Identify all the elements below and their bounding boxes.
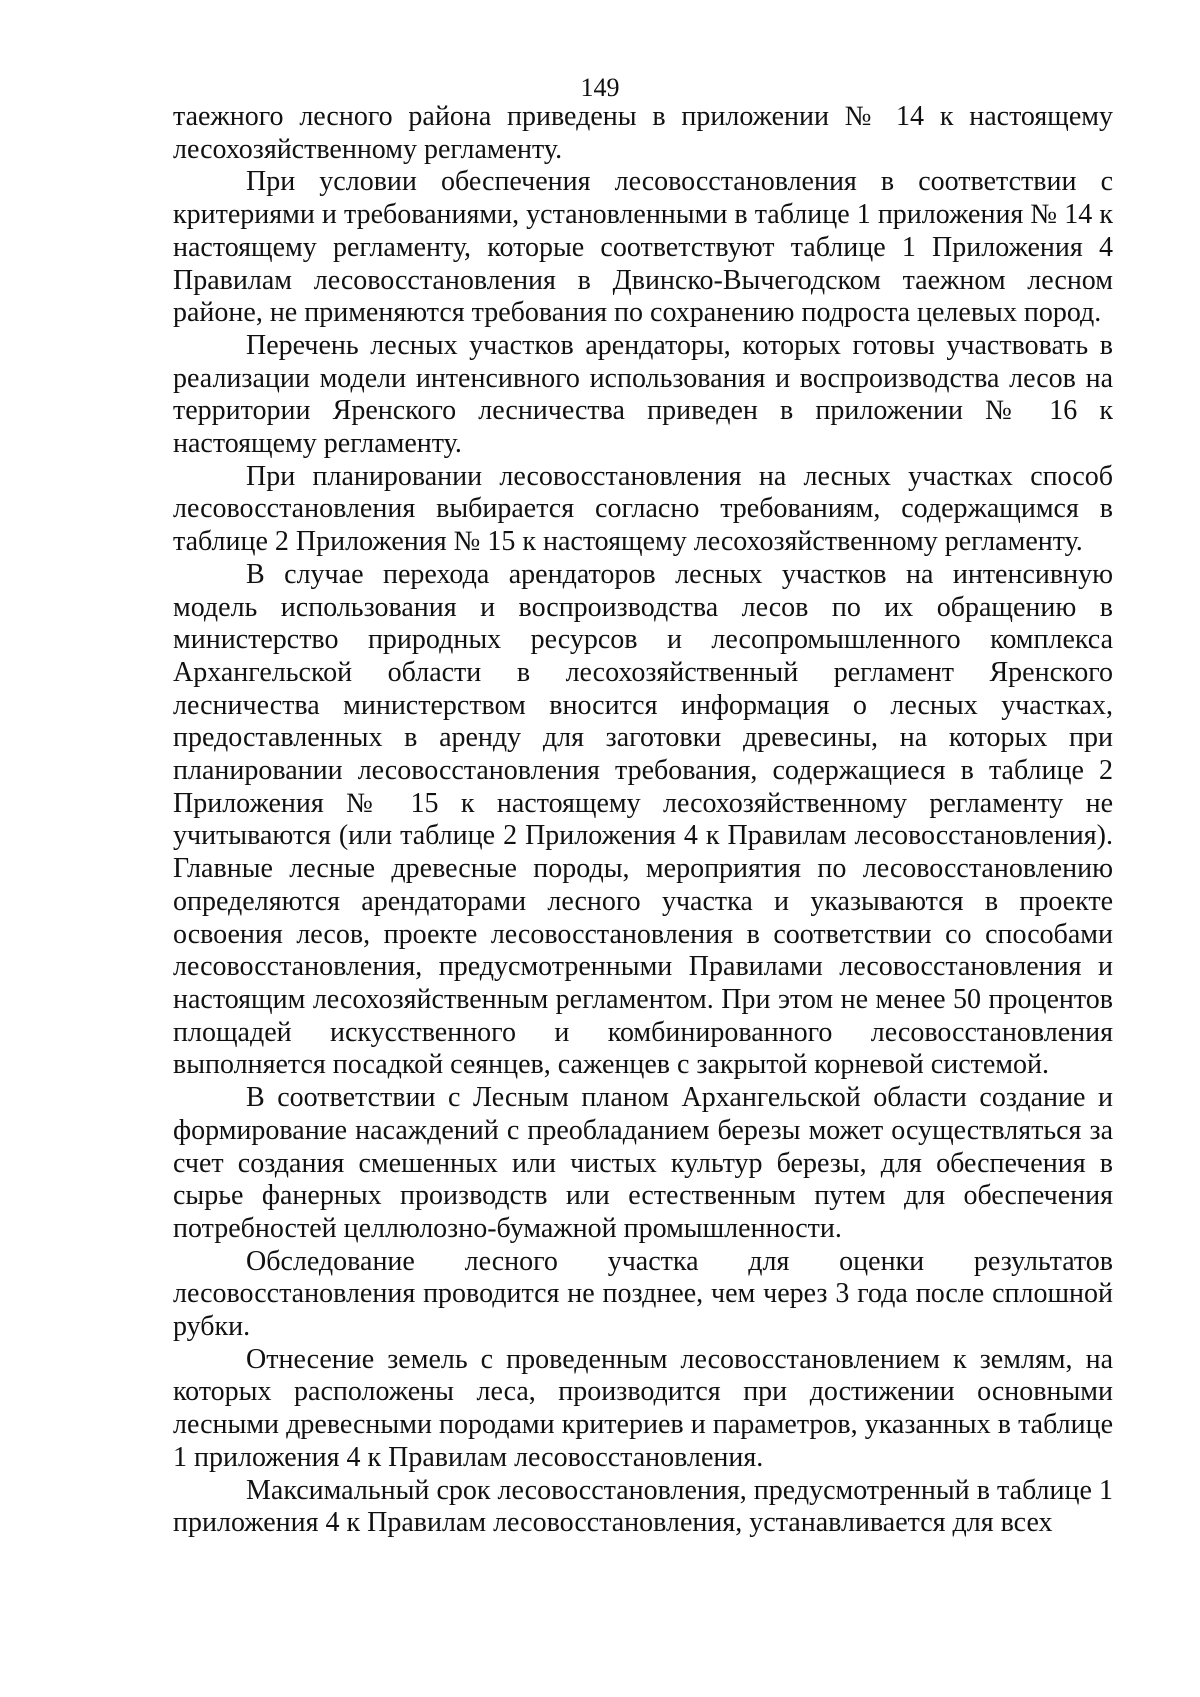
paragraph: Обследование лесного участка для оценки результатов лесовосстановления проводится не позднее, чем через 3 года после сплошной рубки. bbox=[173, 1245, 1113, 1343]
page-number: 149 bbox=[580, 73, 620, 102]
body-text bbox=[173, 101, 1113, 1540]
paragraph: Отнесение земель с проведенным лесовосстановлением к землям, на которых расположены леса, производится при достижении основными лесными древесными породами критериев и параметров, указанных в таблице 1 приложения 4 к Правилам лесовосстановления. bbox=[173, 1343, 1113, 1473]
paragraph: Максимальный срок лесовосстановления, предусмотренный в таблице 1 приложения 4 к Правилам лесовосстановления, устанавливается для всех bbox=[173, 1474, 1113, 1539]
paragraph: В случае перехода арендаторов лесных участков на интенсивную модель использования и воспроизводства лесов по их обращению в министерство природных ресурсов и лесопромышленного комплекса Архангельской области в лесохозяйственный регламент Яренского лесничества министерством вносится информация о лесных участках, предоставленных в аренду для заготовки древесины, на которых при планировании лесовосстановления требования, содержащиеся в таблице 2 Приложения № 15 к настоящему лесохозяйственному регламенту не учитываются (или таблице 2 Приложения 4 к Правилам лесовосстановления). Главные лесные древесные породы, мероприятия по лесовосстановлению определяются арендаторами лесного участка и указываются в проекте освоения лесов, проекте лесовосстановления в соответствии со способами лесовосстановления, предусмотренными Правилами лесовосстановления и настоящим лесохозяйственным регламентом. При этом не менее 50 процентов площадей искусственного и комбинированного лесовосстановления выполняется посадкой сеянцев, саженцев с закрытой корневой системой. bbox=[173, 558, 1113, 1081]
paragraph: При условии обеспечения лесовосстановления в соответствии с критериями и требованиями, установленными в таблице 1 приложения № 14 к настоящему регламенту, которые соответствуют таблице 1 Приложения 4 Правилам лесовосстановления в Двинско-Вычегодском таежном лесном районе, не применяются требования по сохранению подроста целевых пород. bbox=[173, 166, 1113, 329]
paragraph: таежного лесного района приведены в приложении № 14 к настоящему лесохозяйственному регламенту. bbox=[173, 101, 1113, 165]
paragraph: При планировании лесовосстановления на лесных участках способ лесовосстановления выбирается согласно требованиям, содержащимся в таблице 2 Приложения № 15 к настоящему лесохозяйственному регламенту. bbox=[173, 460, 1113, 558]
paragraph: Перечень лесных участков арендаторы, которых готовы участвовать в реализации модели интенсивного использования и воспроизводства лесов на территории Яренского лесничества приведен в приложении № 16 к настоящему регламенту. bbox=[173, 329, 1113, 460]
paragraph: В соответствии с Лесным планом Архангельской области создание и формирование насаждений с преобладанием березы может осуществляться за счет создания смешенных или чистых культур березы, для обеспечения в сырье фанерных производств или естественным путем для обеспечения потребностей целлюлозно-бумажной промышленности. bbox=[173, 1082, 1113, 1244]
